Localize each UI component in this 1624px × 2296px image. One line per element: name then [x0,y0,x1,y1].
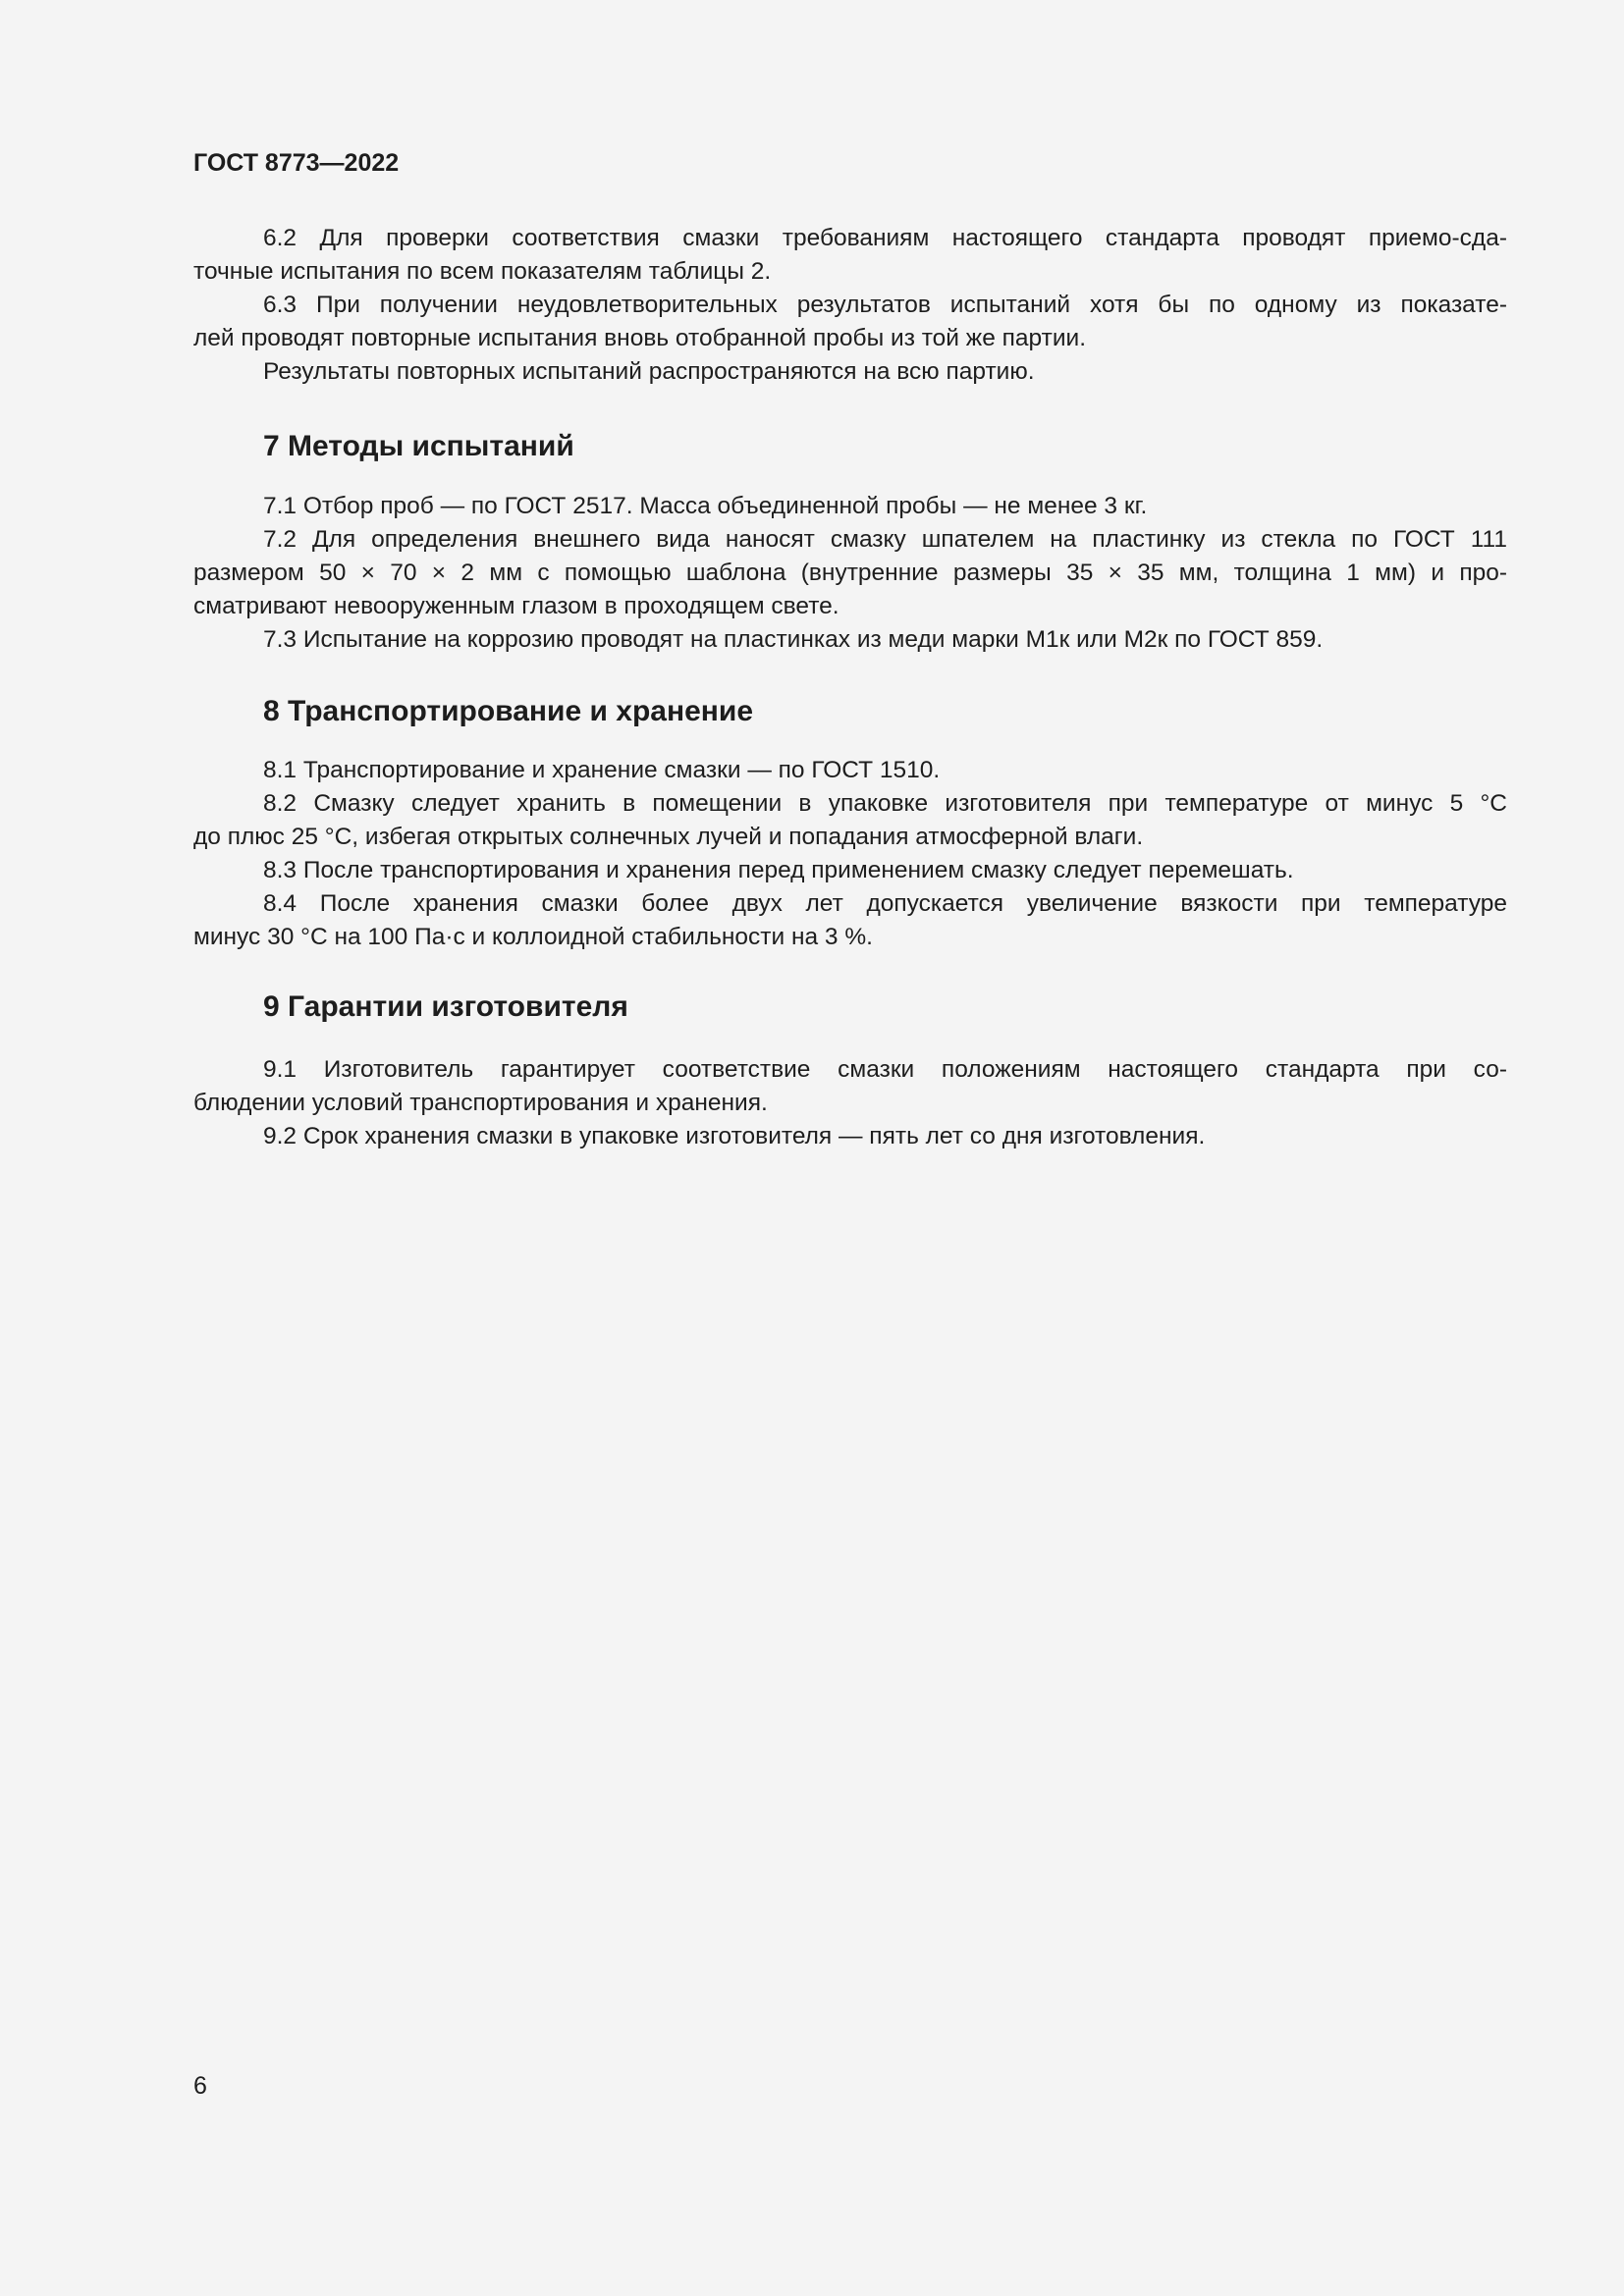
paragraph [193,887,1507,954]
paragraph [193,854,1507,887]
section-7-body [193,490,1507,657]
text-line: 7.3 Испытание на коррозию проводят на пластинках из меди марки М1к или М2к по ГОСТ 859. [263,626,1324,653]
document-header: ГОСТ 8773—2022 [193,149,400,177]
text-line: 6.3 При получении неудовлетворительных результатов испытаний хотя бы по одному из показате- [263,292,1507,318]
paragraph [193,523,1507,623]
text-line: сматривают невооруженным глазом в проходящем свете. [193,593,839,619]
paragraph [193,754,1507,787]
text-line: до плюс 25 °С, избегая открытых солнечных лучей и попадания атмосферной влаги. [193,824,1144,850]
section-heading-9: 9 Гарантии изготовителя [263,990,628,1023]
text-line: блюдении условий транспортирования и хранения. [193,1090,768,1116]
text-line: лей проводят повторные испытания вновь отобранной пробы из той же партии. [193,325,1087,351]
text-line: 8.4 После хранения смазки более двух лет допускается увеличение вязкости при температуре [263,890,1507,917]
paragraph [193,1120,1507,1153]
text-line: 6.2 Для проверки соответствия смазки требованиям настоящего стандарта проводят приемо-сда- [263,225,1507,251]
text-line: Результаты повторных испытаний распространяются на всю партию. [263,358,1035,385]
paragraph [193,1053,1507,1120]
text-line: 8.3 После транспортирования и хранения перед применением смазку следует перемешать. [263,857,1294,883]
section-heading-8: 8 Транспортирование и хранение [263,695,754,727]
paragraph [193,623,1507,657]
text-line: точные испытания по всем показателям таблицы 2. [193,258,772,285]
text-line: 8.2 Смазку следует хранить в помещении в упаковке изготовителя при температуре от минус 5 °С [263,790,1507,817]
page-number: 6 [193,2072,207,2100]
text-line: минус 30 °С на 100 Па·с и коллоидной стабильности на 3 %. [193,924,873,950]
text-line: 9.2 Срок хранения смазки в упаковке изготовителя — пять лет со дня изготовления. [263,1123,1206,1149]
paragraph [193,490,1507,523]
text-line: 7.1 Отбор проб — по ГОСТ 2517. Масса объединенной пробы — не менее 3 кг. [263,493,1148,519]
section-6-body [193,222,1507,389]
paragraph [193,289,1507,355]
paragraph [193,355,1507,389]
text-line: 8.1 Транспортирование и хранение смазки — по ГОСТ 1510. [263,757,941,783]
section-9-body [193,1053,1507,1153]
text-line: 9.1 Изготовитель гарантирует соответствие смазки положениям настоящего стандарта при со- [263,1056,1507,1083]
text-line: 7.2 Для определения внешнего вида наносят смазку шпателем на пластинку из стекла по ГОСТ 111 [263,526,1507,553]
section-heading-7: 7 Методы испытаний [263,430,574,462]
paragraph [193,787,1507,854]
section-8-body [193,754,1507,954]
paragraph [193,222,1507,289]
text-line: размером 50 × 70 × 2 мм с помощью шаблона (внутренние размеры 35 × 35 мм, толщина 1 мм) и про- [193,560,1507,586]
